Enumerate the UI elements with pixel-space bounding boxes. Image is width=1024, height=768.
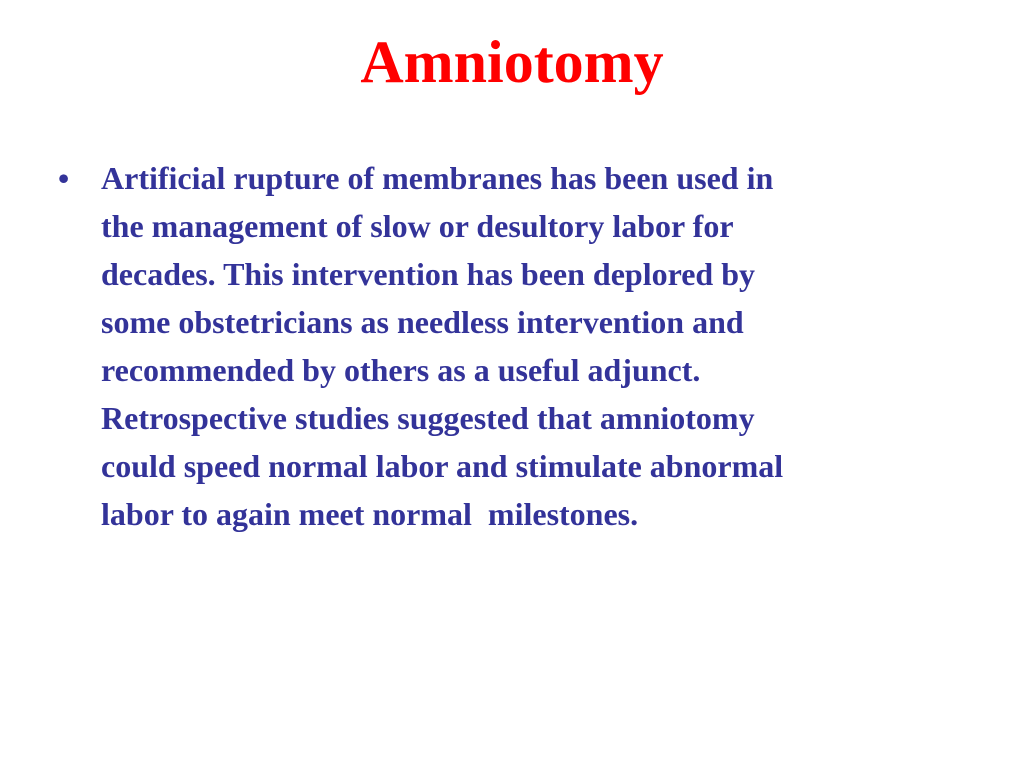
bullet-line: Artificial rupture of membranes has been used in [101,160,774,196]
bullet-line: Retrospective studies suggested that amniotomy [101,400,755,436]
bullet-text [101,154,958,538]
bullet-line: decades. This intervention has been deplored by [101,256,756,292]
bullet-line: recommended by others as a useful adjunct. [101,352,701,388]
slide-title: Amniotomy [360,29,664,95]
bullet-line: some obstetricians as needless intervention and [101,304,744,340]
bullet-line: could speed normal labor and stimulate abnormal [101,448,784,484]
bullet-line: labor to again meet normal milestones. [101,496,639,532]
bullet-marker: • [58,160,70,196]
bullet-list [58,154,958,538]
bullet-item [58,154,958,538]
bullet-line: the management of slow or desultory labor for [101,208,734,244]
